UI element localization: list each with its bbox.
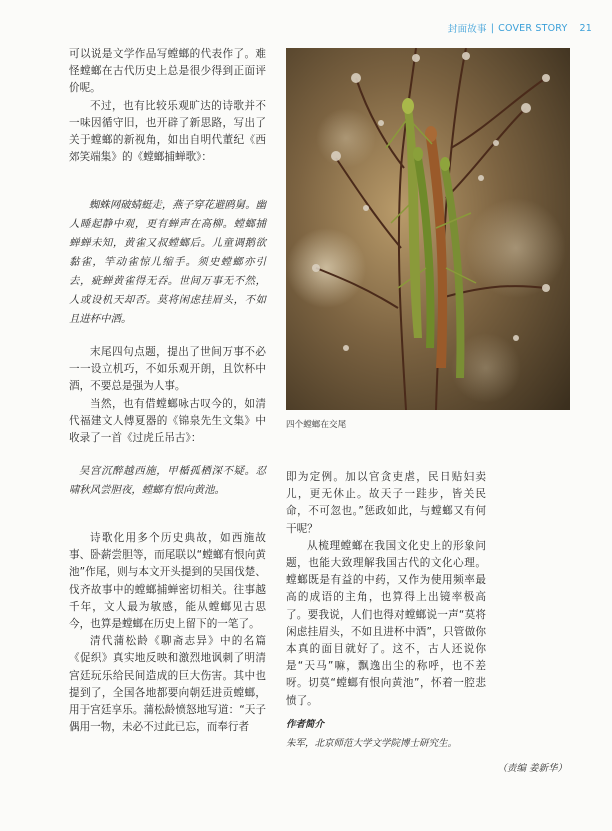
left-paragraph-1: 可以说是文学作品写螳螂的代表作了。难怪螳螂在古代历史上总是很少得到正面评价呢。 <box>69 48 266 95</box>
running-header <box>448 21 592 35</box>
editor-credit: （责编 姜新华） <box>497 763 567 774</box>
verse-2: 吴宫沉醉越西施，甲楯孤栖深不疑。忍啸秋风尝胆夜，螳螂有恨向黄池。 <box>69 465 266 496</box>
left-paragraph-5: 诗歌化用多个历史典故，如西施故事、卧薪尝胆等，而尾联以“螳螂有恨向黄池”作尾，则与本文开头提到的吴国伐楚、伐齐故事中的螳螂捕蝉密切相关。往事越千年，文人最为敏感，能从螳螂见古思今，也算是螳螂在历史上留下的一笔了。 <box>69 532 266 631</box>
mantis-photo <box>286 48 570 410</box>
left-paragraph-3: 末尾四句点题，提出了世间万事不必一一设立机巧，不如乐观开朗，且饮杯中酒，不要总是强为人事。 <box>69 346 266 393</box>
left-paragraph-4: 当然，也有借螳螂咏古叹今的，如清代福建文人傅夏器的《锦泉先生文集》中收录了一首《过虎丘吊古》： <box>69 397 266 445</box>
right-column <box>286 469 486 710</box>
photo-caption: 四个螳螂在交尾 <box>286 420 347 430</box>
author-title: 作者简介 <box>286 719 325 730</box>
mantis-photo-illustration <box>286 48 570 410</box>
section-en: COVER STORY <box>498 22 568 34</box>
right-paragraph-1: 即为定例。加以官贪吏虐，民日贴妇卖儿，更无休止。故天子一跬步，皆关民命，不可忽也。”惩政如此，与螳螂又有何干呢？ <box>286 471 486 535</box>
section-cn: 封面故事 <box>447 24 487 35</box>
left-paragraph-6: 清代蒲松龄《聊斋志异》中的名篇《促织》真实地反映和激烈地讽刺了明清宫廷玩乐给民间造成的巨大伤害。其中也提到了，全国各地都要向朝廷进贡螳螂，用于宫廷享乐。蒲松龄愤怒地写道：“天子偶用一物，未必不过此已忘，而奉行者 <box>69 635 266 734</box>
verse-block-1 <box>69 196 266 329</box>
page-number: 21 <box>579 22 592 34</box>
author-bio: 朱军，北京师范大学文学院博士研究生。 <box>286 738 458 749</box>
left-column <box>69 46 266 166</box>
header-separator: | <box>490 22 495 34</box>
verse-1: 蜘蛛网破蜻蜓走，燕子穿花避鸥舅。幽人睡起静中观，更有蝉声在高柳。螳螂捕蝉蝉未知，黄雀又叔螳螂后。儿童调鹅欲黏雀，竿动雀惊儿缩手。须史螳螂亦引去，疵蝉黄雀得无吞。世间万事无不然，人或设机天却否。莫将闲虑挂眉头，不如且进杯中酒。 <box>69 199 266 325</box>
left-paragraph-2: 不过，也有比较乐观旷达的诗歌并不一味因循守旧，也开辟了新思路，写出了关于螳螂的新视角，如出自明代董纪《西郊笑端集》的《螳螂捕蝉歌》： <box>69 99 266 164</box>
right-paragraph-2: 从梳理螳螂在我国文化史上的形象问题，也能大致理解我国古代的文化心理。螳螂既是有益的中药，又作为使用频率最高的成语的主角，也算得上出镜率极高了。要我说，人们也得对螳螂说一声“莫将闲虑挂眉头，不如且进杯中酒”，只管做你本真的面目就好了。这不，古人还说你是“天马”嘛，飘逸出尘的称呼，也不差呀。切莫“螳螂有恨向黄池”，怀着一腔悲愤了。 <box>286 539 486 707</box>
left-column-bottom <box>69 530 266 736</box>
verse-block-2 <box>69 462 266 500</box>
left-column-middle <box>69 344 266 447</box>
